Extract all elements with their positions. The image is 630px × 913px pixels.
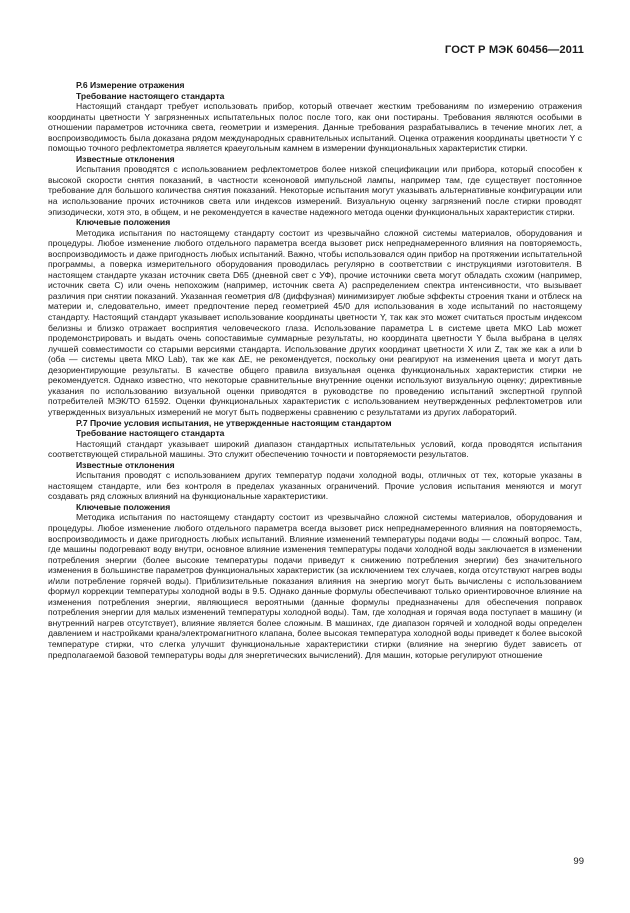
paragraph-deviations: Испытания проводят с использованием других температур подачи холодной воды, отличных от тех, которые указаны в настоящем стандарте, или без контроля в пределах указанных ограничений. Прочие условия испытания меняются и могут создавать ряд сложных влияний на функциональные характеристики. [48, 470, 582, 502]
section-title-p7: Р.7 Прочие условия испытания, не утвержденные настоящим стандартом [76, 417, 392, 428]
paragraph-key-points: Методика испытания по настоящему стандарту состоит из чрезвычайно сложной системы материалов, оборудования и процедуры. Любое изменение любого отдельного параметра всегда вызовет риск непреднамеренного влияния на повторяемость, воспроизводимость и даже пригодность любых испытаний. Влияние изменений температуры подачи воды — сложный вопрос. Там, где машины подогревают воду внутри, основное влияние изменения температуры подачи холодной воды заключается в изменении потребления энергии (более высокие температуры подачи приведут к снижению потребления энергии) без значительного изменения в большинстве параметров функциональных характеристик (за исключением тех случаев, когда отсутствуют нагрев воды и/или потребление горячей воды). Приблизительные показания влияния на энергию могут быть вычислены с использованием формул коррекции температуры холодной воды в 9.5. Однако данные формулы обеспечивают только ориентировочное влияние на изменения потребления энергии, являющиеся вероятными (данные формулы предназначены для обеспечения поправок потребления энергии для малых изменений температуры холодной воды). Там, где холодная и горячая вода поступает в машину (и внутренний нагрев отсутствует), влияние является более сложным. В машинах, где диапазон горячей и холодной воды определен давлением и настройками крана/электромагнитного клапана, более высокая температура холодной воды приведет к более высокой температуре стирки, что слегка улучшит функциональные характеристики стирки (влияние на энергию будет зависеть от предполагаемой базовой температуры воды для энергетических вычислений). Для машин, которые регулируют отношение [48, 512, 582, 660]
subheading-requirement: Требование настоящего стандарта [76, 90, 225, 101]
standard-header: ГОСТ Р МЭК 60456—2011 [444, 44, 584, 56]
subheading-deviations: Известные отклонения [76, 459, 175, 470]
paragraph-key-points: Методика испытания по настоящему стандарту состоит из чрезвычайно сложной системы материалов, оборудования и процедуры. Любое изменение любого отдельного параметра всегда вызовет риск непреднамеренного влияния на повторяемость, воспроизводимость и даже пригодность любых испытаний. Важно, чтобы использовался один прибор на протяжении испытательной программы, а поверка измерительного оборудования проводилась регулярно в соответствии с инструкциями изготовителя. В настоящем стандарте указан источник света D65 (дневной свет с УФ), прочие источники света могут обладать схожим (например, источник света C) или очень непохожим (например, источник света A) распределением спектра интенсивности, что вызывает различия при снятии показаний. Указанная геометрия d/8 (диффузная) минимизирует любые эффекты строения ткани и отблеск на материи и, следовательно, имеет предпочтение перед геометрией 45/0 для использования в ходе испытаний по настоящему стандарту. Настоящий стандарт указывает использование координаты цветности Y, так как это может считаться простым индексом белизны и близко отражает восприятия человеческого глаза. Использование параметра L в системе цвета МКО Lab может продемонстрировать и выдать очень сопоставимые суммарные результаты, но координата цветности Y была выбрана в целях лучшей совместимости со старыми версиями стандарта. Использование других координат цветности X или Z, так же как a или b (оба — системы цвета МКО Lab), так же как ΔE, не рекомендуется, поскольку они реагируют на изменения цвета и могут дать дезориентирующие результаты. В качестве общего правила визуальная оценка функциональных характеристик стирки не рекомендуется. Однако известно, что некоторые сравнительные внутренние оценки используют визуальную оценку; директивные указания по использованию визуальной оценки приводятся в руководстве по проведению испытаний экспертной группой потребителей МЭК/ТО 61592. Оценки функциональных характеристик с использованием неутвержденных рефлектометров или утвержденных визуальных измерений не могут быть подвержены сравнению с результатами из других лабораторий. [48, 227, 582, 417]
page-number: 99 [573, 856, 584, 867]
subheading-key-points: Ключевые положения [76, 217, 171, 228]
subheading-key-points: Ключевые положения [76, 501, 171, 512]
document-body [48, 80, 582, 660]
paragraph-requirement: Настоящий стандарт требует использовать прибор, который отвечает жестким требованиям по измерению отражения координаты цветности Y загрязненных испытательных полос после того, как они постираны. Требования являются особыми в отношении параметров источника света, геометрии и измерения. Данные требования разрабатывались в течение многих лет, а воспроизводимость была доказана рядом международных сравнительных испытаний. Оценка отражения координаты цветности Y с помощью точного рефлектометра является краеугольным камнем в измерении функциональных характеристик стирки. [48, 101, 582, 154]
subheading-requirement: Требование настоящего стандарта [76, 428, 225, 439]
section-title-p6: Р.6 Измерение отражения [76, 80, 185, 90]
paragraph-deviations: Испытания проводятся с использованием рефлектометров более низкой спецификации или прибора, который способен к высокой скорости снятия показаний, в частности ксеноновой импульсной лампы, например там, где существует постоянное требование для большого количества снятия показаний. Некоторые испытания могут указывать альтернативные конфигурации или на использование прочих источников света или индексов измерений. Визуальную оценку загрязнений после стирки проводят эпизодически, хотя это, в общем, и не рекомендуется в качестве надежного метода оценки функциональных характеристик стирки. [48, 164, 582, 217]
subheading-deviations: Известные отклонения [76, 153, 175, 164]
paragraph-requirement: Настоящий стандарт указывает широкий диапазон стандартных испытательных условий, когда проводятся испытания соответствующей стиральной машины. Это служит обеспечению точности и повторяемости результатов. [48, 438, 582, 460]
